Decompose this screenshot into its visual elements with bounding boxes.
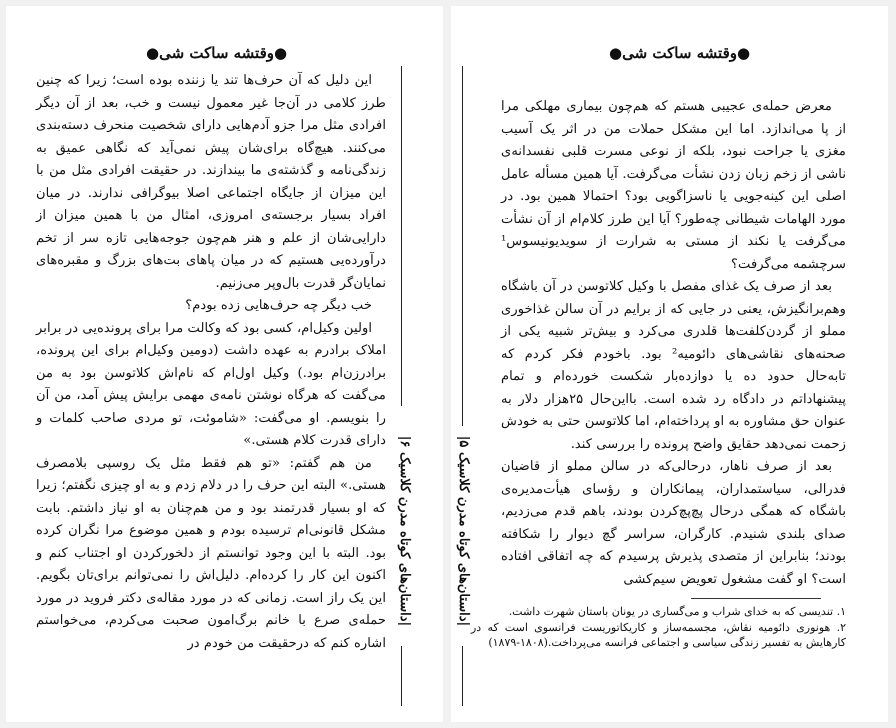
book-gutter bbox=[443, 6, 451, 722]
right-page bbox=[451, 6, 888, 722]
running-head: |داستان‌های کوتاه مدرن کلاسیک ‎|۵ bbox=[456, 435, 471, 627]
paragraph: خب دیگر چه حرف‌هایی زده بودم؟ bbox=[185, 298, 372, 313]
footnote-rule bbox=[691, 598, 821, 599]
footnotes bbox=[471, 604, 846, 651]
page-header: ●وقتشه ساکت شی● bbox=[609, 44, 751, 62]
page-header: ●وقتشه ساکت شی● bbox=[146, 44, 288, 62]
running-head-wrap bbox=[394, 416, 414, 646]
paragraph: بعد از صرف ناهار، درحالی‌که در سالن مملو از قاضیان فدرالی، سیاستمداران، پیمانکاران و رؤسای هیأت‌مدیره‌ی باشگاه که همگی درحال پچ‌پچ‌کردن بودند، باهم قدم می‌زدیم، صدای بلندی شنیدم. کارگران، سراسر گچ دیوار را شکافته بودند؛ بنابراین از متصدی پذیرش پرسیدم که چه اتفاقی افتاده است؟ او گفت مشغول تعویض سیم‌کشی bbox=[501, 459, 846, 587]
running-head-wrap bbox=[453, 416, 473, 646]
paragraph: بعد از صرف یک غذای مفصل با وکیل کلاتوسن در آن باشگاه وهم‌برانگیزش، یعنی در جایی که از برایم در آن سالن غذاخوری مملو از گردن‌کلفت‌ها قلدری می‌کرد و بیش‌تر شبیه یکی از صحنه‌های نقاشی‌های دائومیه² بود. باخودم فکر کردم که تابه‌حال حدود ده یا دوازده‌بار شکست خورده‌ام و تمام پیشنهاداتم در دادگاه رد شده است. بااین‌حال ۲۵هزار دلار به عنوان حق مشاوره به او پرداخته‌ام، اما کلاتوسن حتی به خودش زحمت نمی‌دهد حقایق واضح پرونده را بررسی کند. bbox=[501, 279, 846, 452]
side-rule bbox=[401, 66, 402, 406]
side-rule bbox=[462, 646, 463, 706]
footnote: ۲. هونوری دائومیه نقاش، مجسمه‌ساز و کاریکاتوریست فرانسوی است که در کارهایش به تفسیر زندگی سیاسی و اجتماعی فرانسه می‌پرداخت.(۱۸۰۸-۱۸۷۹) bbox=[471, 620, 846, 649]
running-head: |داستان‌های کوتاه مدرن کلاسیک ‎|۶ bbox=[397, 435, 412, 627]
footnote: ۱. تندیسی که به خدای شراب و می‌گساری در یونان باستان شهرت داشت. bbox=[508, 605, 846, 618]
body-text bbox=[501, 96, 846, 591]
paragraph: من هم گفتم: «تو هم فقط مثل یک روسپی بلامصرف هستی.» البته این حرف را در دلام زدم و به او چیزی نگفتم؛ زیرا که او بسیار قدرتمند بود و من هم‌چنان به او نیاز داشتم. بابت مشکل قانونی‌ام ترسیده بودم و همین موضوع مرا نگران کرده بود. البته با این وجود توانستم از دلخورکردن او اجتناب کنم و اکنون این کار را کرده‌ام. دلیل‌اش را نمی‌توانم برای‌تان بگویم. این یک راز است. زمانی که در مورد مقاله‌ی دکتر فروید در مورد حمله‌ی صرع با خانم برگ‌امون صحبت می‌کردم، می‌خواستم اشاره کنم که درحقیقت من خودم در bbox=[36, 455, 386, 651]
side-rule bbox=[462, 66, 463, 426]
paragraph: معرض حمله‌ی عجیبی هستم که هم‌چون بیماری مهلکی مرا از پا می‌اندازد. اما این مشکل حملات من در اثر یک آسیب مغزی یا جراحت نبود، بلکه از نوعی مسرت قلبی نفسدانه‌ی ناشی از زخم زبان زدن نشأت می‌گرفت. آیا همین مسأله عامل اصلی این کینه‌جویی یا ناسزاگویی بود؟ احتمالا همین بود. در مورد الهامات شیطانی چه‌طور؟ آیا این طرز کلام‌ام از آن نشأت می‌گرفت یا نکند از مستی به شرارت از سویدیونیسوس¹ سرچشمه می‌گرفت؟ bbox=[501, 99, 846, 272]
body-text bbox=[36, 70, 386, 655]
left-page bbox=[6, 6, 443, 722]
paragraph: اولین وکیل‌ام، کسی بود که وکالت مرا برای پرونده‌یی در برابر املاک برادرم به عهده داشت (دومین وکیل‌ام برای این پرونده، برادرزن‌ام بود.) وکیل اول‌ام که نام‌اش کلاتوسن بود به من می‌گفت که هرگاه نوشتن نامه‌ی مهمی برایش پیش آمد، من آن را بنویسم. او می‌گفت: «شاموئت، تو مردی صاحب کلمات و دارای قدرت کلام هستی.» bbox=[36, 320, 386, 448]
paragraph: این دلیل که آن حرف‌ها تند یا زننده بوده است؛ زیرا که چنین طرز کلامی در آن‌جا غیر معمول نیست و خب، بعد از آن دیگر افرادی مثل مرا جزو آدم‌هایی دارای شخصیت منحرف دسته‌بندی می‌کنند. هیچ‌گاه برای‌شان پیش نمی‌آید که نگاهی عمیق به زندگی‌نامه و گذشته‌ی ما بیندازند. در حقیقت افرادی مثل من با این میزان از جایگاه اجتماعی اصلا بیوگرافی ندارند. در میان افراد بسیار برجسته‌ی امروزی، امثال من با همین میزان از دارایی‌شان از علم و هنر هم‌چون جوجه‌هایی تازه سر از تخم درآورده‌یی هستیم که در میان پاهای بت‌های بزرگ و مقبره‌های نمایان‌گر قدرت بال‌وپر می‌زنیم. bbox=[36, 73, 386, 291]
side-rule bbox=[401, 646, 402, 706]
